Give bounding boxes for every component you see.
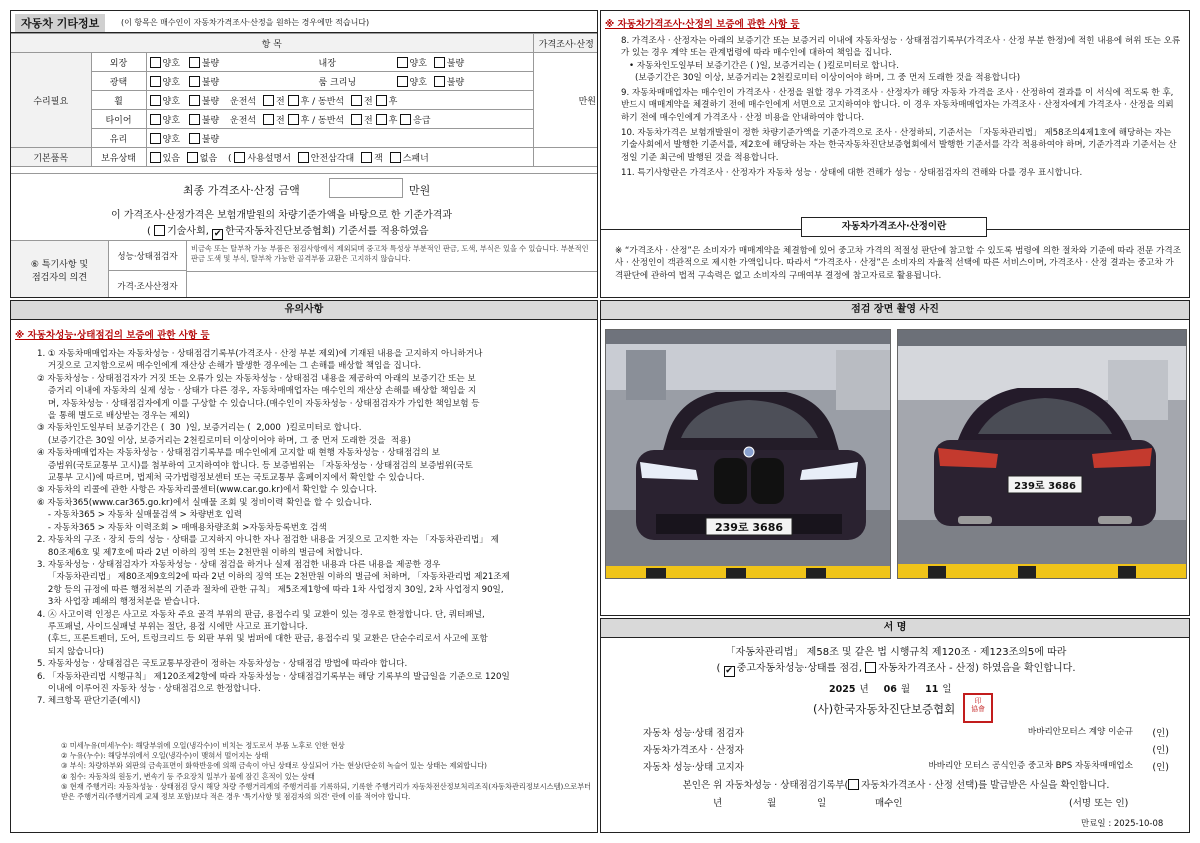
rear-car-image: [898, 330, 1187, 579]
note-line: (보증기간은 30일 이상, 보증거리는 2천킬로미터 이상이어야 하며, 그 중 먼저 도래한 것을 적용): [37, 435, 411, 446]
note-small-line: ⑤ 현재 주행거리: 자동차성능 · 상태점검 당시 해당 차량 주행거리계의 주행거리를 기록하되, 기록한 주행거리가 자동차전산정보처리조직(자동차관리정보시스템)으로부터 받은 주행거리(주행거리계 교체 정보 포함)보다 적은 경우 '특기사항 및 점검자의 의견' 란에 이를 적어야 합니다.: [61, 781, 592, 802]
tire-good-checkbox[interactable]: [150, 114, 161, 125]
sign-law-line: 「자동차관리법」 제58조 및 같은 법 시행규칙 제120조 · 제123조의5에 따라: [725, 647, 1067, 658]
glass-bad-checkbox[interactable]: [189, 133, 200, 144]
sign-stamp[interactable]: (인): [1152, 762, 1169, 773]
room-cleaning-opts[interactable]: 양호 불량: [397, 75, 465, 88]
note-line: 80조제6호 및 제7호에 따라 2년 이하의 징역 또는 2천만원 이하의 벌금에 처합니다.: [37, 547, 363, 558]
note-line: 증범위(국토교통부 고시)를 첨부하여 고지하여야 합니다. 등 보증범위는 「자동차성능 · 상태점검의 보증범위(국토: [37, 460, 473, 471]
gloss-label: 광택: [91, 72, 146, 91]
tire-bad-checkbox[interactable]: [189, 114, 200, 125]
sign-role: 자동차 성능·상태 고지자: [643, 762, 744, 773]
signature-panel: 서 명 「자동차관리법」 제58조 및 같은 법 시행규칙 제120조 · 제123조의5에 따라 ( ✔ 중고자동차성능·상태를 점검, 자동차가격조사 - 산정) 하였음을 확인합니다. 2025 년 06 월 11 일 (사)한국자동차진단보증협회 印 協會 자동차 성능·상태 점검자 바바리안모터스 계양 이순규 (인) 자동차가격조사 · 산정자 (인) 자동차 성능·상태 고지자 바바리안 모터스 공식인증 중고차 BPS 자동차매매업소 (인) 본인은 위 자동차성능 · 상태점검기록부( 자동차가격조사 · 산정 선택)를 발급받은 사실을 확인합니다. 년 월 일 매수인 (서명 또는 인) 만료일 : 2025-10-08: [600, 618, 1190, 833]
exterior-good-opt[interactable]: 양호: [150, 59, 180, 69]
tire-driver-front-checkbox[interactable]: [263, 114, 274, 125]
tire-passenger-front-checkbox[interactable]: [351, 114, 362, 125]
wheel-driver-front-checkbox[interactable]: [263, 95, 274, 106]
special-label-1: ⑥ 특기사항 및: [30, 260, 89, 270]
possession-label: 보유상태: [91, 148, 146, 167]
note-line: - 자동차365 > 자동차 실매물검색 > 차량번호 입력: [37, 510, 243, 521]
room-cleaning-good-checkbox[interactable]: [397, 76, 408, 87]
wheel-good-checkbox[interactable]: [150, 95, 161, 106]
sign-org: (사)한국자동차진단보증협회: [813, 702, 956, 716]
rear-car-photo: [897, 329, 1187, 579]
rear-plate-text: 239로 3686: [1014, 481, 1076, 492]
guarantee-item-8: 8. 가격조사 · 산정자는 아래의 보증기간 또는 보증거리 이내에 자동차성능 · 상태점검기록부(가격조사 · 산정 부분 한정)에 적힌 내용에 허위 또는 오류가 있는 경우 계약 또는 관계법령에 따라 매수인에 대하여 책임을 집니다.: [621, 36, 1181, 59]
note-line: 을 통해 별도로 배상받는 경우는 제외): [37, 411, 190, 422]
tire-label: 타이어: [91, 110, 146, 129]
standard-line1: 이 가격조사·산정가격은 보험개발원의 차량기준가액을 바탕으로 한 기준가격과: [111, 210, 453, 221]
room-cleaning-label: 룸 크리닝: [318, 78, 357, 88]
final-price-label: 최종 가격조사·산정 금액: [183, 184, 300, 197]
note-small-line: ③ 부식: 차량하부와 외판의 금속표면이 화학반응에 의해 금속이 아닌 상태로 상실되어 가는 현상(단순히 녹슬어 있는 상태는 제외합니다): [61, 761, 487, 771]
note-line: (후드, 프론트펜더, 도어, 트렁크리드 등 외판 부위 및 범퍼에 대한 판금, 용접수리 및 교환은 단순수리로서 사고에 포함: [37, 634, 488, 645]
gloss-good-checkbox[interactable]: [150, 76, 161, 87]
note-line: 이내에 이루어진 자동차 성능 · 상태점검으로 한정합니다.: [37, 683, 261, 694]
sign-date: 2025 년 06 월 11 일: [829, 684, 952, 695]
wheel-passenger-front-checkbox[interactable]: [351, 95, 362, 106]
glass-opts[interactable]: 양호 불량: [146, 129, 533, 148]
note-line: 교통부 고시)에 따르며, 법제처 국가법령정보센터 또는 국토교통부 홈페이지에서 확인할 수 있습니다.: [37, 473, 425, 484]
sign-name: 바바리안 모터스 공식인증 중고차 BPS 자동차매매업소: [928, 761, 1133, 771]
notes-list: [37, 348, 597, 708]
receipt-confirm-line: 본인은 위 자동차성능 · 상태점검기록부( 자동차가격조사 · 산정 선택)를 발급받은 사실을 확인합니다.: [682, 780, 1110, 791]
perf-checker-note: 비금속 또는 탈부착 가능 부품은 점검사항에서 제외되며 중고차 특성상 부분적인 판금, 도색, 부식은 있을 수 있습니다. 부분적인 판금 도색 및 부식, 탈부착 가능한 골격부품 교환은 고지하지 않습니다.: [191, 244, 589, 263]
room-cleaning-bad-checkbox[interactable]: [434, 76, 445, 87]
note-line: 4. ㉦ 사고이력 인정은 사고로 자동차 주요 골격 부위의 판금, 용접수리 및 교환이 있는 경우로 한정합니다. 단, 쿼터패널,: [37, 609, 485, 620]
note-line: 1. ① 자동차매매업자는 자동차성능 · 상태점검기록부(가격조사 · 산정 부분 제외)에 기재된 내용을 고지하지 아니하거나: [37, 349, 483, 359]
sign-name: 바바리안모터스 계양 이순규: [1027, 727, 1133, 737]
final-price-block: [11, 173, 598, 239]
wheel-bad-checkbox[interactable]: [189, 95, 200, 106]
sign-rows: [601, 723, 1190, 774]
note-line: ④ 자동차매매업자는 자동차성능 · 상태점검기록부를 매수인에게 고지할 때 현행 자동차성능 · 상태점검의 보: [37, 448, 440, 459]
sign-row: [601, 723, 1190, 740]
photos-panel: [600, 300, 1190, 616]
note-small-line: ④ 침수: 자동차의 원동기, 변속기 등 주요장치 일부가 물에 잠긴 흔적이 있는 상태: [61, 771, 315, 781]
guarantee-item-8-period: • 자동차인도일부터 보증기간은 ( )일, 보증거리는 ( )킬로미터로 합니다.: [629, 60, 899, 71]
price-meaning-title: 자동차가격조사·산정이란: [801, 217, 987, 237]
price-checker-label: 가격·조사산정자: [109, 271, 187, 298]
other-info-title: 자동차 기타정보: [15, 14, 105, 32]
other-info-title-bar: [11, 11, 598, 33]
note-line: 되지 않습니다): [37, 646, 104, 657]
front-plate-text: 239로 3686: [714, 521, 784, 534]
col-price-header: 가격조사·산정: [533, 34, 598, 53]
jack-checkbox[interactable]: [361, 152, 372, 163]
guarantee-item-10: 10. 자동차가격은 보험개발원이 정한 차량기준가액을 기준가격으로 조사 · 산정하되, 기준서는 「자동차관리법」 제58조의4제1호에 해당하는 자는 기술사회에서 발행한 기준서를, 제2호에 해당하는 자는 한국자동차진단보증협회에서 발행한 기준서를 각각 적용하여야 하며, 기준가격과 기준서는 산정일 기준 최근에 발행된 것을 적용합니다.: [621, 128, 1177, 163]
exterior-bad-checkbox[interactable]: [189, 57, 200, 68]
exterior-label: 외장: [91, 53, 146, 72]
wheel-passenger-rear-checkbox[interactable]: [376, 95, 387, 106]
notes-heading: ※ 자동차성능·상태점검의 보증에 관한 사항 등: [15, 330, 210, 341]
none-checkbox[interactable]: [187, 152, 198, 163]
basic-items-label: 기본품목: [11, 148, 91, 167]
front-car-photo: [605, 329, 891, 579]
note-line: 2항 등의 규정에 따른 행정처분의 기준과 절차에 관한 규칙」 제5조제1항에 따라 1차 사업정지 30일, 2차 사업정지 90일,: [37, 584, 504, 595]
expiry-date: 만료일 : 2025-10-08: [1081, 819, 1164, 829]
note-line: 6. 「자동차관리법 시행규칙」 제120조제2항에 따라 자동차성능 · 상태점검기록부는 해당 기록부의 발급일을 기준으로 120일: [37, 671, 510, 682]
final-price-input[interactable]: [329, 178, 403, 198]
standard-line2: ( 기술사회, ✔ 한국자동차진단보증협회) 기준서를 적용하였음: [147, 226, 429, 239]
perf-check-checkbox[interactable]: ✔: [725, 666, 733, 676]
sign-confirm-line: ( ✔ 중고자동차성능·상태를 점검, 자동차가격조사 - 산정) 하였음을 확인합니다.: [716, 663, 1076, 676]
note-line: 3. 자동차성능 · 상태점검자가 자동차성능 · 상태 점검을 하거나 실제 점검한 내용과 다른 내용을 제공한 경우: [37, 559, 441, 570]
possession-opts[interactable]: 있음 없음 ( 사용설명서 안전삼각대 잭 스패너: [146, 148, 533, 167]
note-small-line: ② 누유(누수): 해당부위에서 오일(냉각수)이 맺혀서 떨어지는 상태: [61, 751, 269, 761]
col-item-header: 항 목: [11, 34, 533, 53]
photos-header: 점검 장면 촬영 사진: [601, 301, 1189, 320]
gloss-bad-checkbox[interactable]: [189, 76, 200, 87]
note-line: - 자동차365 > 자동차 이력조회 > 매매용차량조회 >자동차등록번호 검색: [37, 522, 327, 533]
note-line: ⑤ 자동차의 리콜에 관한 사항은 자동차리콜센터(www.car.go.kr)에서 확인할 수 있습니다.: [37, 485, 378, 496]
wheel-opts[interactable]: 양호 불량 운전석 전 후 / 동반석 전 후: [146, 91, 533, 110]
price-check-checkbox[interactable]: [865, 662, 876, 673]
notes-header: 유의사항: [11, 301, 597, 320]
note-line: 거짓으로 고지함으로써 매수인에게 재산상 손해가 발생한 경우에는 그 손해를 배상할 책임을 집니다.: [37, 361, 422, 372]
interior-opts[interactable]: 양호 불량: [397, 56, 465, 69]
guarantee-item-9: 9. 자동차매매업자는 매수인이 가격조사 · 산정을 원할 경우 가격조사 · 산정자가 해당 자동차 가격을 조사 · 산정하여 결과를 이 서식에 적도록 한 후, 반드시 매매계약을 체결하기 전에 매수인에게 서면으로 고지하여야 합니다. 이 경우 자동차매매업자는 가격조사 · 산정자에게 가격조사 · 산정을 의뢰하기 전에 매수인에게 가격조사 · 산정 비용을 안내하여야 합니다.: [621, 88, 1174, 123]
sign-role: 자동차 성능·상태 점검자: [643, 728, 744, 739]
repair-price-unit: 만원: [533, 53, 598, 148]
notes-panel: [10, 300, 598, 833]
note-line: 며, 자동차성능 · 상태점검자에게 이를 구상할 수 있습니다.(매수인이 자동차성능 · 상태점검자가 가입한 책임보험 등: [37, 398, 480, 409]
have-checkbox[interactable]: [150, 152, 161, 163]
triangle-checkbox[interactable]: [298, 152, 309, 163]
sign-stamp[interactable]: (인): [1152, 728, 1169, 739]
gloss-opts[interactable]: 양호 불량: [150, 78, 220, 88]
price-guarantee-items: [621, 35, 1181, 179]
note-line: 3차 사업장 폐쇄의 행정처분을 받습니다.: [37, 597, 200, 608]
note-line: 증거리 이내에 자동차의 실제 성능 · 상태가 다른 경우, 자동차매매업자는 매수인의 재산상 손해를 배상할 책임을 지: [37, 386, 477, 397]
sign-row: [601, 757, 1190, 774]
tire-opts[interactable]: 양호 불량 운전석 전 후 / 동반석 전 후 응급: [146, 110, 533, 129]
note-line: ⑥ 자동차365(www.car365.go.kr)에서 실매물 조회 및 정비이력 확인을 할 수 있습니다.: [37, 497, 372, 508]
other-info-subtitle: (이 항목은 매수인이 자동차가격조사·산정을 원하는 경우에만 적습니다): [121, 18, 370, 27]
note-line: ③ 자동차인도일부터 보증기간은 ( 30 )일, 보증거리는 ( 2,000 )킬로미터로 합니다.: [37, 423, 362, 434]
repair-needed-label: 수리필요: [11, 53, 91, 148]
wheel-driver-rear-checkbox[interactable]: [288, 95, 299, 106]
price-meaning-text: ※ “가격조사 · 산정”은 소비자가 매매계약을 체결함에 있어 중고차 가격의 적절성 판단에 참고할 수 있도록 범령에 의한 절차와 기준에 따라 전문 가격조사 · 산정인이 객관적으로 제시한 가액입니다. 따라서 “가격조사 · 산정”은 소비자의 자율적 선택에 따른 서비스이며, 가격조사 · 산정 결과는 중고차 가격판단에 관하여 법적 구속력은 없고 소비자의 구매여부 결정에 참고자료로 활용됩니다.: [615, 246, 1181, 281]
org-seal-stamp: 印 協會: [963, 693, 993, 723]
front-car-image: [606, 330, 891, 579]
final-price-unit: 만원: [409, 184, 431, 197]
note-line: 5. 자동차성능 · 상태점검은 국토교통부장관이 정하는 자동차성능 · 상태점검 방법에 따라야 합니다.: [37, 659, 408, 670]
wheel-label: 휠: [91, 91, 146, 110]
buyer-sign-field[interactable]: (서명 또는 인): [1069, 798, 1129, 809]
interior-bad-checkbox[interactable]: [434, 57, 445, 68]
note-line: ② 자동차성능 · 상태점검자가 거짓 또는 오류가 있는 자동차성능 · 상태점검 내용을 제공하여 아래의 보증기간 또는 보: [37, 373, 476, 384]
exterior-bad-opt[interactable]: 불량: [189, 59, 219, 69]
note-line: 2. 자동차의 구조 · 장치 등의 성능 · 상태를 고지하지 아니한 자나 점검한 내용을 거짓으로 고지한 자는 「자동차관리법」 제: [37, 535, 499, 546]
buyer-label: 매수인: [875, 798, 903, 809]
notes-small-list: [61, 741, 593, 802]
note-line: 「자동차관리법」 제80조제9호의2에 따라 2년 이하의 징역 또는 2천만원 이하의 벌금에 처하며, 「자동차관리법 제21조제: [37, 572, 510, 583]
guarantee-item-8-note: (보증기간은 30일 이상, 보증거리는 2천킬로미터 이상이어야 하며, 그 중 먼저 도래한 것을 적용합니다): [635, 72, 1021, 83]
kada-checkbox[interactable]: ✔: [213, 229, 222, 239]
glass-good-checkbox[interactable]: [150, 133, 161, 144]
sign-row: [601, 740, 1190, 757]
vehicle-other-info-panel: [10, 10, 598, 298]
sign-role: 자동차가격조사 · 산정자: [643, 745, 744, 756]
signature-header: 서 명: [601, 619, 1189, 638]
glass-label: 유리: [91, 129, 146, 148]
guarantee-item-11: 11. 특기사항란은 가격조사 · 산정자가 자동차 성능 · 상태에 대한 견해가 성능 · 상태점검자의 견해와 다를 경우 표시합니다.: [621, 167, 1083, 178]
spanner-checkbox[interactable]: [390, 152, 401, 163]
interior-label: 내장: [318, 59, 336, 69]
note-line: 루프패널, 사이드실패널 부위는 절단, 용접 시에만 사고로 표기합니다.: [37, 621, 308, 632]
price-guarantee-heading: ※ 자동차가격조사·산정의 보증에 관한 사항 등: [605, 19, 800, 30]
receipt-price-checkbox[interactable]: [848, 779, 859, 790]
repair-table: [11, 33, 598, 167]
tire-passenger-rear-checkbox[interactable]: [376, 114, 387, 125]
manual-checkbox[interactable]: [234, 152, 245, 163]
sign-stamp[interactable]: (인): [1152, 745, 1169, 756]
tire-driver-rear-checkbox[interactable]: [288, 114, 299, 125]
note-small-line: ① 미세누유(미세누수): 해당부위에 오일(냉각수)이 비치는 정도로서 부품 노후로 인한 현상: [61, 741, 345, 750]
interior-good-checkbox[interactable]: [397, 57, 408, 68]
tire-emergency-checkbox[interactable]: [400, 114, 411, 125]
note-line: 7. 체크항목 판단기준(예시): [37, 696, 141, 707]
exterior-good-checkbox[interactable]: [150, 57, 161, 68]
tech-society-checkbox[interactable]: [154, 225, 165, 236]
perf-checker-label: 성능·상태점검자: [109, 241, 187, 271]
price-guarantee-panel: [600, 10, 1190, 298]
special-label-2: 점검자의 의견: [31, 273, 88, 283]
special-notes-block: [11, 240, 598, 298]
